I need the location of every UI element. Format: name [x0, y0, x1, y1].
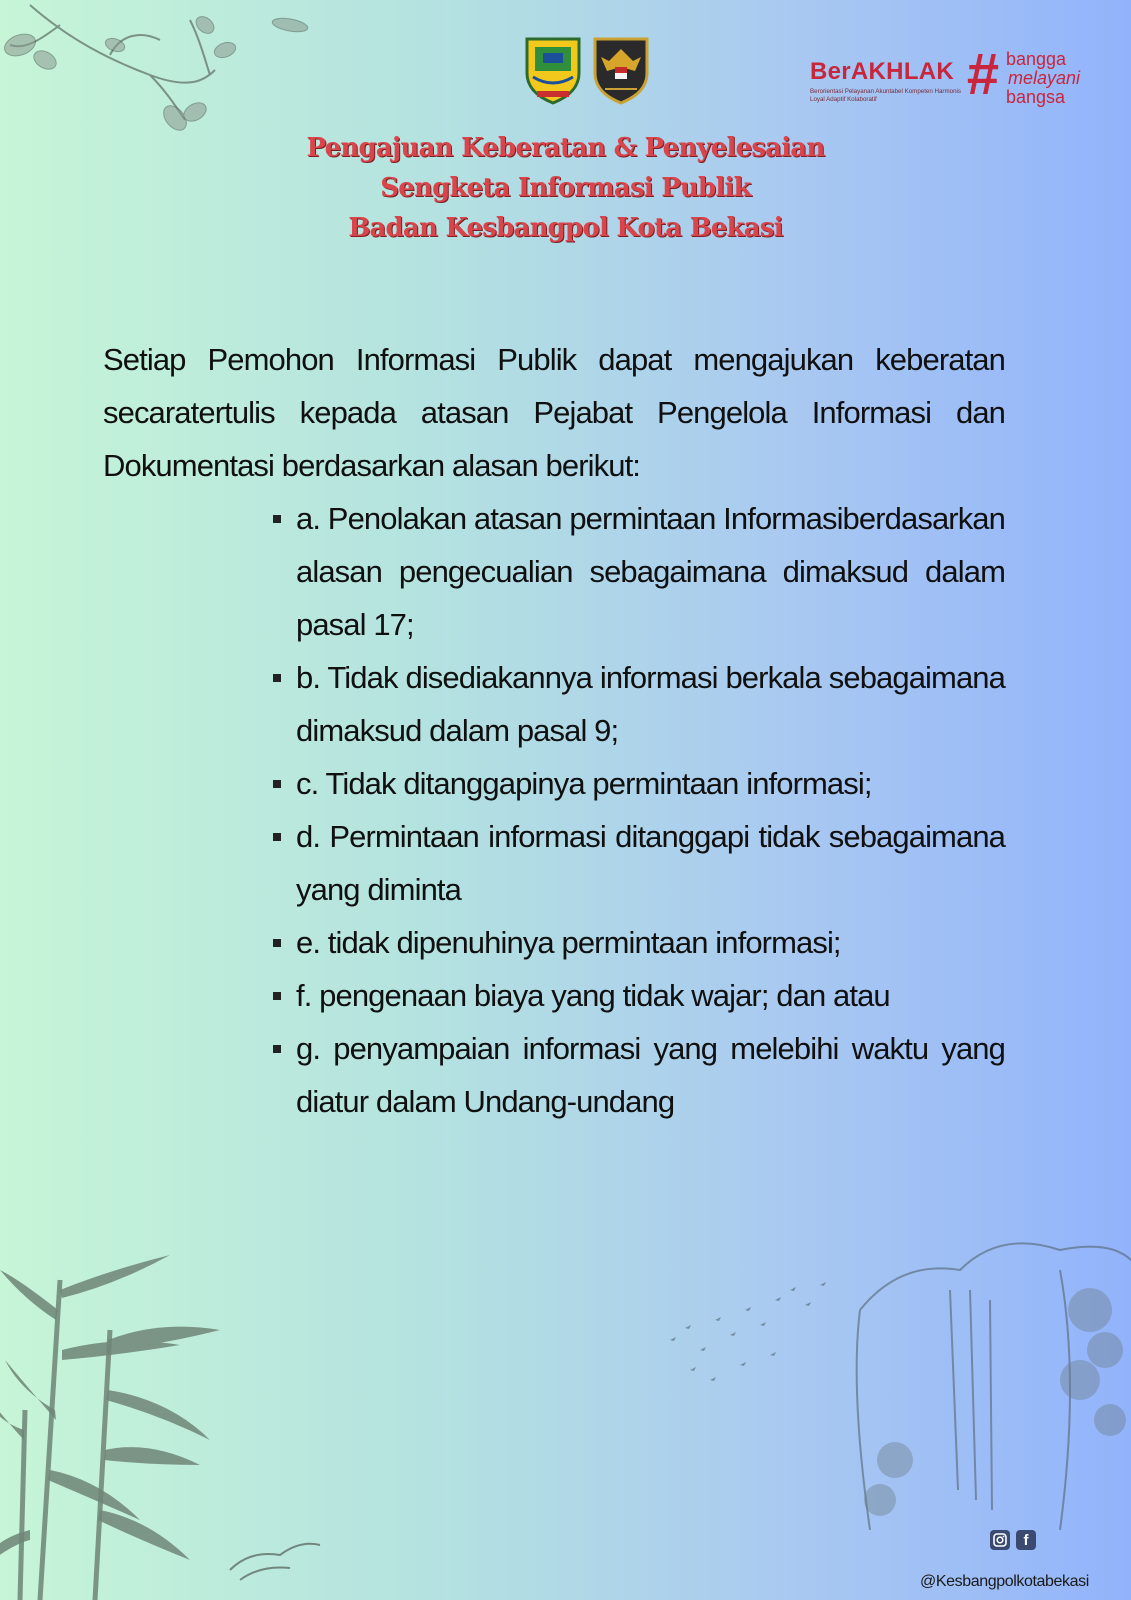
city-emblem-logo	[523, 33, 583, 105]
instagram-icon[interactable]	[990, 1530, 1010, 1550]
instagram-glyph	[993, 1533, 1007, 1547]
list-item: g. penyampaian informasi yang melebihi waktu yang diatur dalam Undang-undang	[273, 1022, 1005, 1128]
list-item: d. Permintaan informasi ditanggapi tidak sebagaimana yang diminta	[273, 810, 1005, 916]
waterfall-birds-illustration	[640, 1230, 1131, 1530]
intro-paragraph: Setiap Pemohon Informasi Publik dapat mengajukan keberatan secaratertulis kepada atasan Pejabat Pengelola Informasi dan Dokumentasi berdasarkan alasan berikut:	[103, 342, 1005, 483]
list-item: e. tidak dipenuhinya permintaan informasi;	[273, 916, 1005, 969]
list-item: c. Tidak ditanggapinya permintaan informasi;	[273, 757, 1005, 810]
bangga-melayani-bangsa-tagline	[1006, 50, 1080, 107]
berakhlak-subtitle: Berorientasi Pelayanan Akuntabel Kompeten Harmonis Loyal Adaptif Kolaboratif	[810, 88, 961, 103]
header-logos	[523, 33, 651, 105]
list-item: a. Penolakan atasan permintaan Informasiberdasarkan alasan pengecualian sebagaimana dimaksud dalam pasal 17;	[273, 492, 1005, 651]
social-handle[interactable]: @Kesbangpolkotabekasi	[920, 1573, 1089, 1590]
bamboo-illustration	[0, 1250, 330, 1600]
title-line-2: Sengketa Informasi Publik	[380, 173, 751, 203]
social-links	[990, 1530, 1036, 1550]
tagline-word: bangga	[1006, 49, 1067, 69]
title-line-1: Pengajuan Keberatan & Penyelesaian	[306, 133, 825, 163]
tagline-word: bangsa	[1006, 87, 1066, 107]
page-title	[0, 128, 1131, 248]
title-line-3: Badan Kesbangpol Kota Bekasi	[348, 213, 783, 243]
reason-list	[273, 492, 1005, 1128]
list-item: b. Tidak disediakannya informasi berkala sebagaimana dimaksud dalam pasal 9;	[273, 651, 1005, 757]
berakhlak-branding	[806, 44, 1086, 110]
facebook-icon[interactable]: f	[1016, 1530, 1036, 1550]
list-item: f. pengenaan biaya yang tidak wajar; dan atau	[273, 969, 1005, 1022]
berakhlak-logo-text: BerAKHLAK	[810, 58, 955, 85]
hashtag-symbol: #	[966, 42, 999, 107]
tagline-word: melayani	[1008, 68, 1081, 88]
kesbangpol-garuda-logo	[591, 33, 651, 105]
